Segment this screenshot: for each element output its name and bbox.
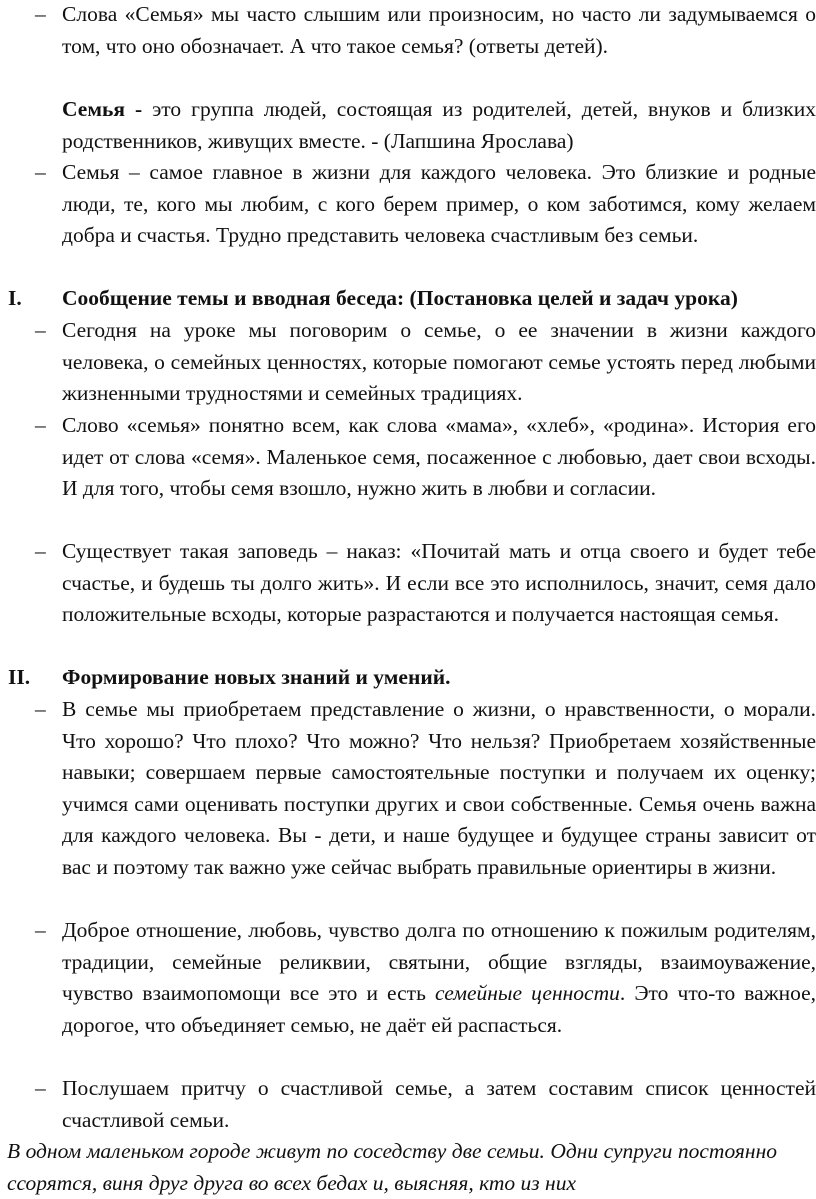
values-text-start: Доброе отношение, любовь, чувство долга по отношению к пожилым родителям, традиции, семейные реликвии, святыни, общие взгляды, взаимоуважение, чувство взаимопомощи все это и есть (62, 918, 816, 1006)
paragraph-family-importance: Семья – самое главное в жизни для каждого человека. Это близкие и родные люди, те, кого мы любим, с кого берем пример, о ком заботимся, кому желаем добра и счастья. Трудно представить человека счастливым без семьи. (62, 160, 816, 248)
section-heading-1: Сообщение темы и вводная беседа: (Постановка целей и задач урока) (62, 286, 738, 310)
paragraph-family-values (62, 915, 816, 1041)
paragraph-commandment: Существует такая заповедь – наказ: «Почитай мать и отца своего и будет тебе счастье, и будешь ты долго жить». И если все это исполнилось, значит, семя дало положительные всходы, которые разрастаются и получается настоящая семья. (62, 539, 816, 627)
section-number-2: II. (8, 665, 31, 689)
paragraph-family-words: Слова «Семья» мы часто слышим или произносим, но часто ли задумываемся о том, что оно обозначает. А что такое семья? (ответы детей). (62, 2, 816, 58)
definition-term: Семья - (62, 97, 143, 121)
paragraph-family-definition (62, 94, 816, 157)
bullet-dash: – (35, 539, 46, 563)
bullet-dash: – (35, 1076, 46, 1100)
values-term: семейные ценности (434, 981, 620, 1006)
bullet-dash: – (35, 697, 46, 721)
parable-text: В одном маленьком городе живут по соседству две семьи. Одни супруги постоянно ссорятся, виня друг друга во всех бедах и, выясняя, кто из них (7, 1139, 777, 1195)
paragraph-lesson-topic: Сегодня на уроке мы поговорим о семье, о ее значении в жизни каждого человека, о семейных ценностях, которые помогают семье устоять перед любыми жизненными трудностями и семейных традициях. (62, 318, 816, 406)
bullet-dash: – (35, 2, 46, 26)
definition-text: это группа людей, состоящая из родителей, детей, внуков и близких родственников, живущих вместе. - (Лапшина Ярослава) (62, 97, 816, 153)
paragraph-word-semya: Слово «семья» понятно всем, как слова «мама», «хлеб», «родина». История его идет от слова «семя». Маленькое семя, посаженное с любовью, дает свои всходы. И для того, чтобы семя взошло, нужно жить в любви и согласии. (62, 413, 816, 501)
paragraph-family-learning: В семье мы приобретаем представление о жизни, о нравственности, о морали. Что хорошо? Что плохо? Что можно? Что нельзя? Приобретаем хозяйственные навыки; совершаем первые самостоятельные поступки и получаем их оценку; учимся сами оценивать поступки других и свои собственные. Семья очень важна для каждого человека. Вы - дети, и наше будущее и будущее страны зависит от вас и поэтому так важно уже сейчас выбрать правильные ориентиры в жизни. (62, 697, 816, 879)
section-number-1: I. (8, 286, 22, 310)
section-heading-2: Формирование новых знаний и умений. (62, 665, 451, 689)
bullet-dash: – (35, 918, 46, 942)
bullet-dash: – (35, 160, 46, 184)
bullet-dash: – (35, 318, 46, 342)
paragraph-parable-intro: Послушаем притчу о счастливой семье, а затем составим список ценностей счастливой семьи. (62, 1076, 816, 1132)
bullet-dash: – (35, 413, 46, 437)
values-text-end: . Это что-то важное, дорогое, что объединяет семью, не даёт ей распасться. (62, 981, 816, 1037)
